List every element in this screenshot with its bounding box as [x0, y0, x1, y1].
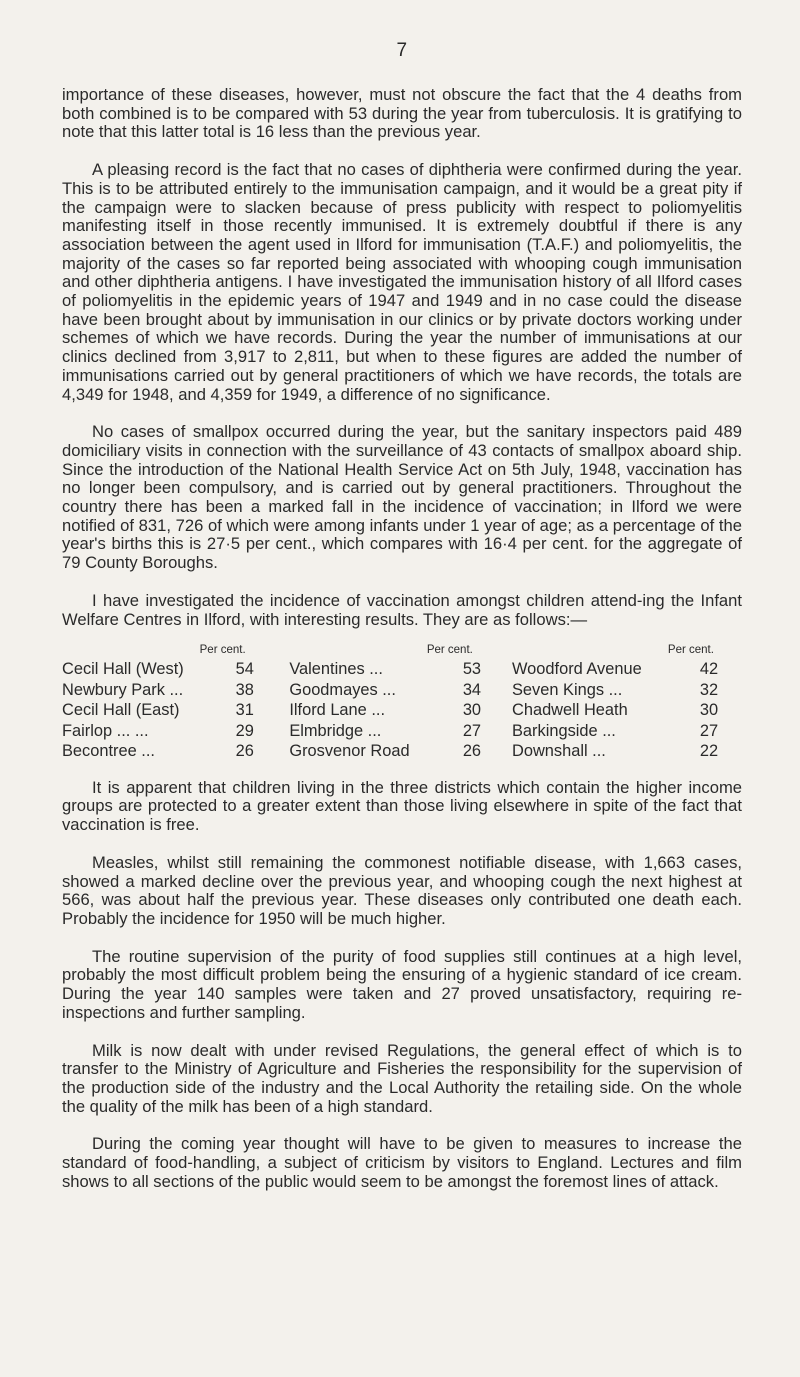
centre-percent: 53 [462, 660, 482, 679]
paragraph-tuberculosis: importance of these diseases, however, must not obscure the fact that the 4 deaths from both combined is to be compared with 53 during the year from tuberculosis. It is gratifying to note that this latter total is 16 less than the previous year. [62, 85, 742, 142]
centre-name: Seven Kings ... [512, 680, 623, 699]
paragraph-income-groups: It is apparent that children living in the three districts which contain the higher income groups are protected to a greater extent than those living elsewhere in spite of the fact that vaccination is free. [62, 777, 742, 835]
centre-name: Valentines ... [289, 660, 383, 679]
table-row [62, 700, 742, 721]
centre-name: Barkingside ... [512, 721, 616, 740]
page-number: 7 [396, 40, 408, 61]
centre-percent: 26 [462, 742, 482, 761]
column-header-per-cent: Per cent. [426, 644, 473, 657]
paragraph-measles: Measles, whilst still remaining the commonest notifiable disease, with 1,663 cases, showed a marked decline over the previous year, and whooping cough the next highest at 566, was about half the previous year. These diseases only contributed one death each. Probably the incidence for 1950 will be much higher. [62, 852, 742, 928]
centre-percent: 38 [235, 680, 254, 699]
paragraph-diphtheria: A pleasing record is the fact that no cases of diphtheria were confirmed during the year. This is to be attributed entirely to the immunisation campaign, and it would be a great pity if the campaign were to slacken because of press publicity with respect to poliomyelitis manifesting itself in those recently immunised. It is extremely doubtful if there is any association between the agent used in Ilford for immunisation (T.A.F.) and poliomyelitis, the majority of the cases so far reported being associated with whooping cough immunisation and other diphtheria antigens. I have investigated the immunisation history of all Ilford cases of poliomyelitis in the epidemic years of 1947 and 1949 and in no case could the disease have been brought about by immunisation in our clinics or by private doctors working under schemes of which we have records. During the year the number of immunisations at our clinics declined from 3,917 to 2,811, but when to these figures are added the number of immunisations carried out by general practitioners of which we have records, the totals are 4,349 for 1948, and 4,359 for 1949, a difference of no significance. [62, 160, 742, 404]
table-row [62, 680, 742, 701]
paragraph-milk: Milk is now dealt with under revised Regulations, the general effect of which is to transfer to the Ministry of Agriculture and Fisheries the responsibility for the supervision of the production side of the industry and the Local Authority the retailing side. On the whole the quality of the milk has been of a high standard. [62, 1040, 742, 1116]
centre-name: Fairlop ... ... [62, 721, 149, 740]
paragraph-vaccination-intro: I have investigated the incidence of vaccination amongst children attend-ing the Infant Welfare Centres in Ilford, with interesting results. They are as follows:— [62, 590, 742, 629]
centre-name: Cecil Hall (West) [62, 660, 184, 679]
centre-percent: 34 [462, 680, 482, 699]
centre-percent: 29 [235, 721, 254, 740]
centre-percent: 22 [699, 742, 719, 761]
column-header-per-cent: Per cent. [667, 644, 714, 657]
centre-name: Downshall ... [512, 742, 606, 761]
centre-percent: 32 [699, 680, 719, 699]
centre-name: Newbury Park ... [62, 680, 184, 699]
paragraph-smallpox: No cases of smallpox occurred during the year, but the sanitary inspectors paid 489 domiciliary visits in connection with the surveillance of 43 contacts of smallpox aboard ship. Since the introduction of the National Health Service Act on 5th July, 1948, vaccination has no longer been compulsory, and is carried out by general practitioners. Throughout the country there has been a marked fall in the incidence of vaccination; in Ilford we were notified of 831, 726 of which were among infants under 1 year of age; as a percentage of the year's births this is 27·5 per cent., which compares with 16·4 per cent. for the aggregate of 79 County Boroughs. [62, 422, 742, 573]
centre-percent: 31 [235, 701, 254, 720]
table-row [62, 721, 742, 742]
centre-name: Woodford Avenue [512, 660, 642, 679]
centre-percent: 30 [462, 701, 482, 720]
centre-name: Chadwell Heath [512, 701, 628, 720]
centre-percent: 27 [462, 721, 482, 740]
document-page [62, 40, 742, 1210]
centre-name: Cecil Hall (East) [62, 701, 180, 720]
centre-percent: 30 [699, 701, 719, 720]
table-header-row [62, 642, 742, 659]
table-row [62, 741, 742, 762]
centre-percent: 54 [235, 660, 254, 679]
centre-name: Grosvenor Road [289, 742, 410, 761]
centre-percent: 26 [235, 742, 254, 761]
centre-percent: 42 [699, 660, 719, 679]
table-row [62, 659, 742, 680]
vaccination-table [62, 642, 742, 762]
centre-percent: 27 [699, 721, 719, 740]
centre-name: Becontree ... [62, 742, 155, 761]
centre-name: Ilford Lane ... [289, 701, 385, 720]
paragraph-food-supplies: The routine supervision of the purity of food supplies still continues at a high level, probably the most difficult problem being the ensuring of a hygienic standard of ice cream. During the year 140 samples were taken and 27 proved unsatisfactory, requiring re-inspections and further sampling. [62, 946, 742, 1022]
centre-name: Goodmayes ... [289, 680, 396, 699]
paragraph-food-handling: During the coming year thought will have to be given to measures to increase the standard of food-handling, a subject of criticism by visitors to England. Lectures and film shows to all sections of the public would seem to be amongst the foremost lines of attack. [62, 1134, 742, 1191]
column-header-per-cent: Per cent. [199, 644, 246, 657]
centre-name: Elmbridge ... [289, 721, 382, 740]
